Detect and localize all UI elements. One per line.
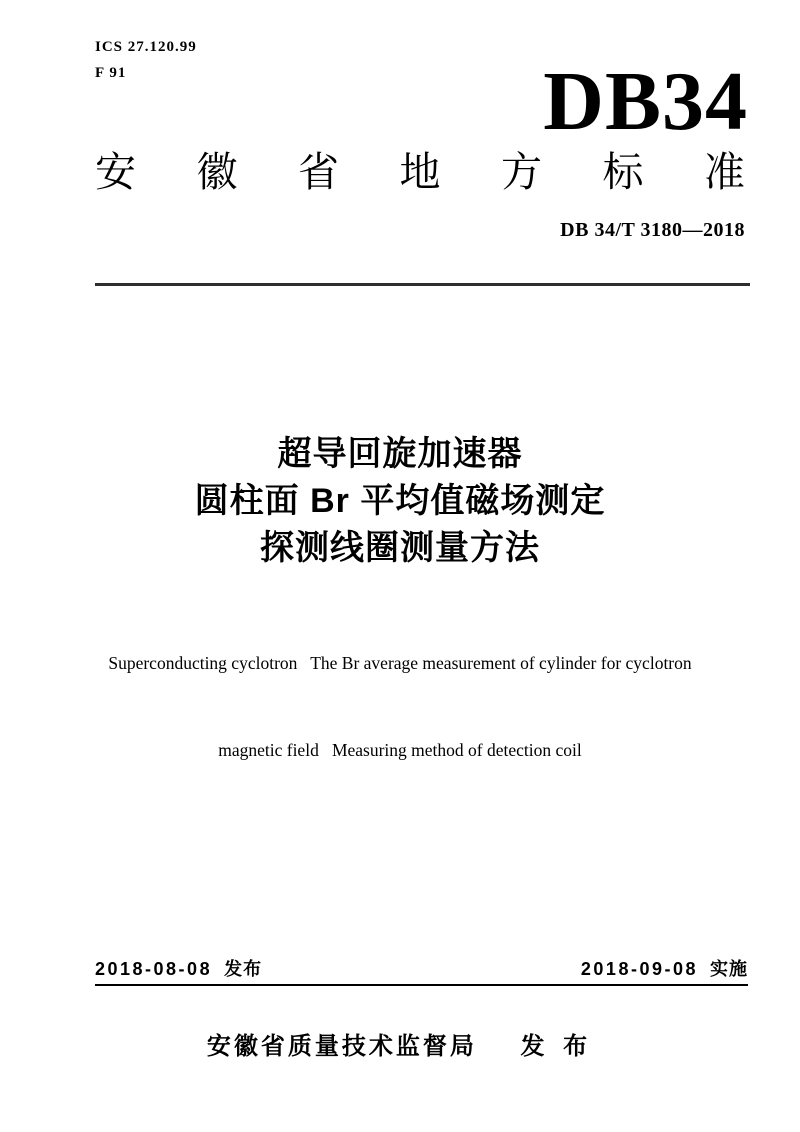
publisher-line	[0, 1026, 800, 1061]
standard-name-char: 安	[95, 149, 136, 195]
classification-code: F 91	[95, 65, 127, 81]
date-row	[95, 955, 748, 981]
implement-date-label: 实施	[710, 959, 748, 979]
standard-name-char: 准	[704, 149, 745, 195]
publisher-name: 安徽省质量技术监督局	[206, 1033, 477, 1060]
standard-name-char: 方	[501, 149, 542, 195]
header-divider	[95, 283, 750, 286]
standard-name-char: 地	[399, 149, 441, 195]
ics-block	[95, 34, 197, 86]
ics-code: ICS 27.120.99	[95, 39, 197, 55]
title-line-1: 超导回旋加速器	[277, 435, 523, 473]
english-title-line-1: Superconducting cyclotron The Br average measurement of cylinder for cyclotron	[108, 653, 692, 673]
standard-name-char: 标	[602, 149, 644, 195]
issue-date-value: 2018-08-08	[95, 959, 213, 979]
implement-date-value: 2018-09-08	[580, 959, 698, 979]
publish-action: 发 布	[520, 1033, 594, 1060]
title-line-2: 圆柱面 Br 平均值磁场测定	[194, 482, 606, 520]
implement-date	[581, 955, 748, 981]
footer-divider	[95, 984, 748, 986]
title-line-3: 探测线圈测量方法	[260, 529, 540, 567]
issue-date	[95, 955, 262, 981]
standard-number: DB 34/T 3180—2018	[560, 219, 745, 241]
issue-date-label: 发布	[224, 959, 263, 979]
standard-name-char: 徽	[196, 149, 238, 195]
db34-logo: DB34	[543, 55, 748, 148]
english-title-line-2: magnetic field Measuring method of detection coil	[218, 740, 582, 760]
standard-name-char: 省	[298, 149, 339, 195]
standard-name-row	[95, 150, 745, 195]
document-title	[0, 431, 800, 572]
document-title-english	[0, 591, 800, 823]
